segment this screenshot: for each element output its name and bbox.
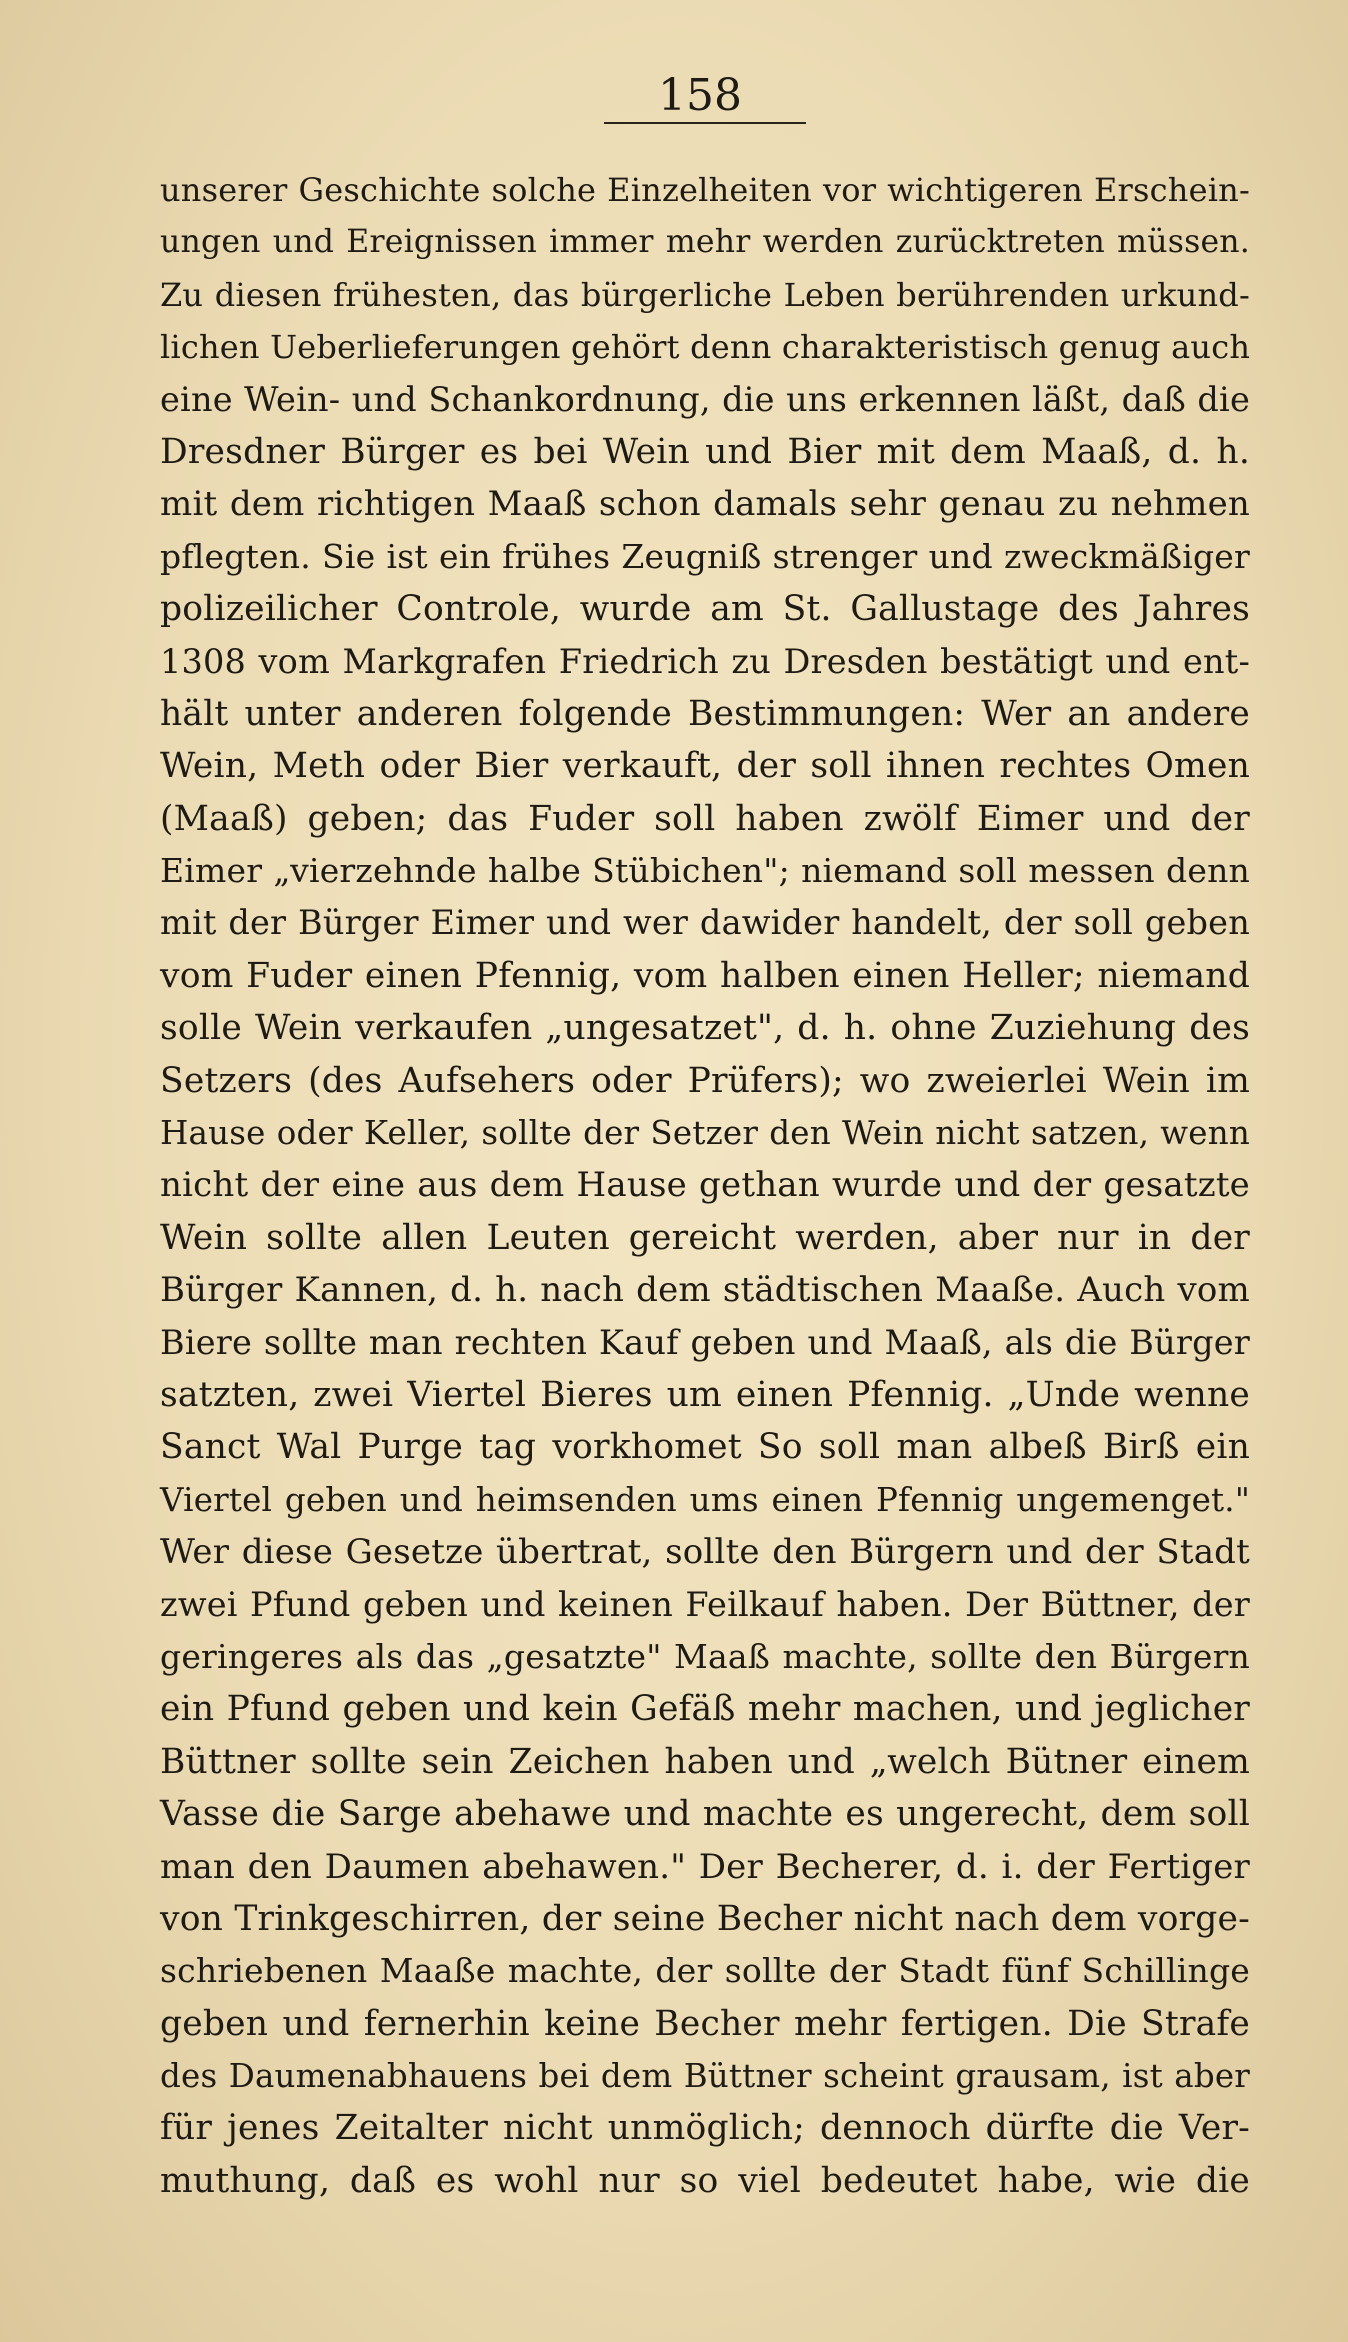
text-line: solle Wein verkaufen „ungesatzet", d. h. ohne Zuziehung des bbox=[160, 1008, 1250, 1049]
text-line: mit dem richtigen Maaß schon damals sehr genau zu nehmen bbox=[160, 484, 1250, 525]
text-line: geringeres als das „gesatzte" Maaß machte, sollte den Bürgern bbox=[160, 1636, 1250, 1676]
text-line: Eimer „vierzehnde halbe Stübichen"; niemand soll messen denn bbox=[160, 851, 1250, 891]
text-line: ein Pfund geben und kein Gefäß mehr machen, und jeglicher bbox=[160, 1689, 1250, 1730]
text-line: für jenes Zeitalter nicht unmöglich; dennoch dürfte die Ver- bbox=[160, 2108, 1250, 2149]
text-line: Vasse die Sarge abehawe und machte es ungerecht, dem soll bbox=[160, 1794, 1250, 1835]
text-line: polizeilicher Controle, wurde am St. Gallustage des Jahres bbox=[160, 589, 1250, 630]
text-line: pflegten. Sie ist ein frühes Zeugniß strenger und zweckmäßiger bbox=[160, 536, 1250, 576]
text-line: satzten, zwei Viertel Bieres um einen Pfennig. „Unde wenne bbox=[160, 1374, 1250, 1415]
text-line: Hause oder Keller, sollte der Setzer den Wein nicht satzen, wenn bbox=[160, 1114, 1250, 1153]
text-line: vom Fuder einen Pfennig, vom halben einen Heller; niemand bbox=[160, 955, 1250, 996]
text-line: Büttner sollte sein Zeichen haben und „welch Bütner einem bbox=[160, 1741, 1250, 1782]
text-line: Zu diesen frühesten, das bürgerliche Leben berührenden urkund- bbox=[160, 275, 1250, 314]
text-line: lichen Ueberlieferungen gehört denn charakteristisch genug auch bbox=[160, 328, 1251, 367]
text-line: Dresdner Bürger es bei Wein und Bier mit dem Maaß, d. h. bbox=[160, 431, 1250, 472]
text-line: Setzers (des Aufsehers oder Prüfers); wo zweierlei Wein im bbox=[160, 1060, 1250, 1101]
text-line: 1308 vom Markgrafen Friedrich zu Dresden bestätigt und ent- bbox=[160, 641, 1250, 681]
text-line: Wein sollte allen Leuten gereicht werden, aber nur in der bbox=[160, 1217, 1250, 1258]
text-line: zwei Pfund geben und keinen Feilkauf haben. Der Büttner, der bbox=[160, 1584, 1250, 1624]
text-line: Wein, Meth oder Bier verkauft, der soll ihnen rechtes Omen bbox=[160, 746, 1250, 787]
text-line: von Trinkgeschirren, der seine Becher nicht nach dem vorge- bbox=[160, 1898, 1250, 1939]
text-line: mit der Bürger Eimer und wer dawider handelt, der soll geben bbox=[160, 903, 1250, 943]
text-line: Biere sollte man rechten Kauf geben und Maaß, als die Bürger bbox=[160, 1322, 1250, 1362]
text-line: eine Wein- und Schankordnung, die uns erkennen läßt, daß die bbox=[160, 379, 1250, 419]
text-line: hält unter anderen folgende Bestimmungen: Wer an andere bbox=[160, 693, 1250, 734]
text-line: Wer diese Gesetze übertrat, sollte den Bürgern und der Stadt bbox=[160, 1532, 1250, 1573]
text-line: Sanct Wal Purge tag vorkhomet So soll man albeß Birß ein bbox=[160, 1427, 1250, 1468]
text-line: Bürger Kannen, d. h. nach dem städtischen Maaße. Auch vom bbox=[160, 1270, 1250, 1311]
page-number-rule bbox=[604, 122, 806, 124]
text-line: des Daumenabhauens bei dem Büttner scheint grausam, ist aber bbox=[160, 2057, 1250, 2096]
text-line: ungen und Ereignissen immer mehr werden zurücktreten müssen. bbox=[160, 224, 1250, 261]
body-text bbox=[160, 164, 1250, 2207]
text-line: Viertel geben und heimsenden ums einen Pfennig ungemenget." bbox=[160, 1480, 1250, 1519]
text-line: muthung, daß es wohl nur so viel bedeutet habe, wie die bbox=[160, 2160, 1250, 2201]
text-line: schriebenen Maaße machte, der sollte der Stadt fünf Schillinge bbox=[160, 1951, 1250, 1991]
page-number: 158 bbox=[658, 70, 742, 121]
text-line: (Maaß) geben; das Fuder soll haben zwölf Eimer und der bbox=[160, 798, 1250, 839]
text-line: nicht der eine aus dem Hause gethan wurde und der gesatzte bbox=[160, 1165, 1250, 1206]
text-line: geben und fernerhin keine Becher mehr fertigen. Die Strafe bbox=[160, 2003, 1250, 2044]
text-line: unserer Geschichte solche Einzelheiten vor wichtigeren Erschein- bbox=[160, 171, 1250, 209]
text-line: man den Daumen abehawen." Der Becherer, d. i. der Fertiger bbox=[160, 1846, 1250, 1887]
